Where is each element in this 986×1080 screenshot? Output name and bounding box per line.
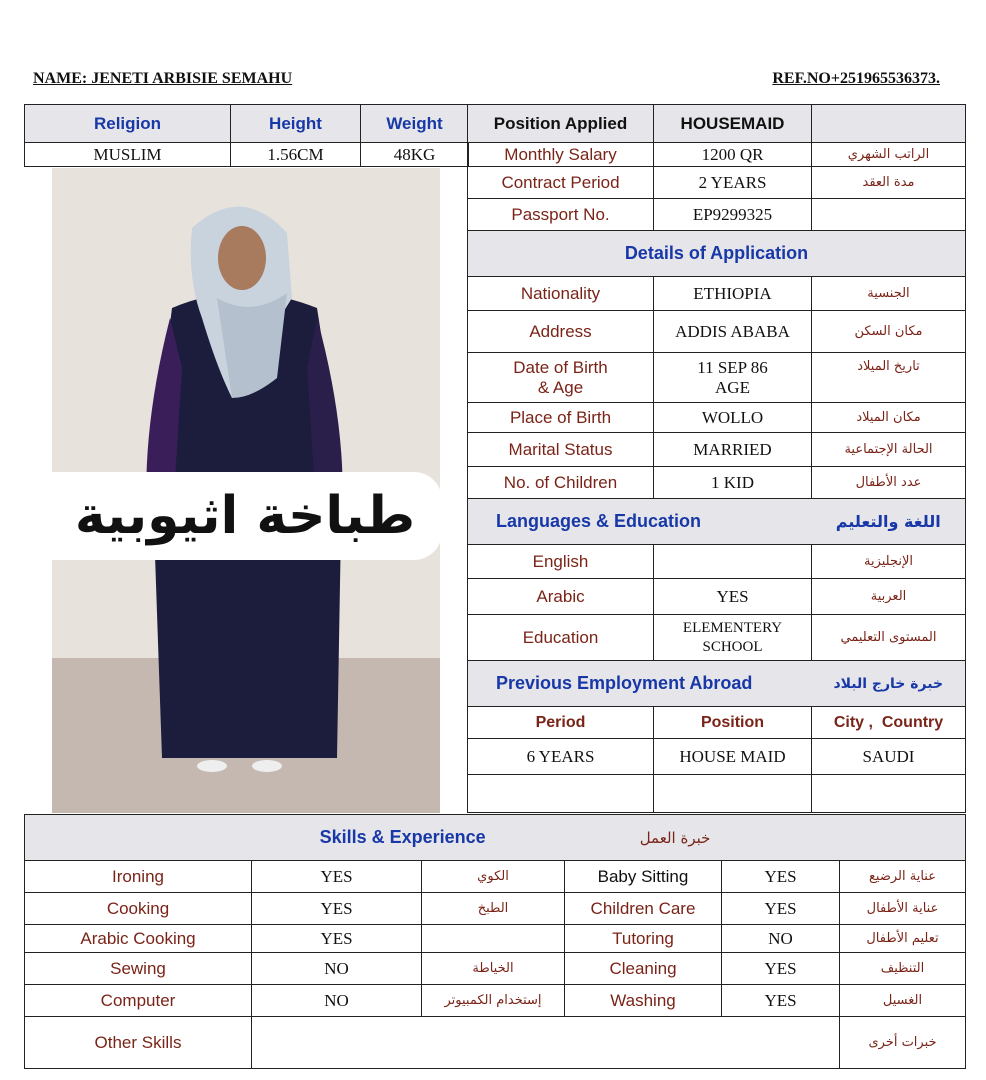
skill-row: [25, 985, 966, 1017]
religion-value: MUSLIM: [25, 143, 231, 167]
contract-period-label: Contract Period: [468, 167, 654, 199]
photo-overlay-text: طباخة اثيوبية: [74, 486, 416, 546]
employment-period-value: 6 YEARS: [468, 739, 654, 775]
skill-left-label: Cooking: [25, 893, 252, 925]
skill-right-label: Washing: [565, 985, 722, 1017]
skill-row: [25, 925, 966, 953]
skill-right-arabic: التنظيف: [840, 953, 966, 985]
address-value: ADDIS ABABA: [654, 311, 812, 353]
skill-left-value: YES: [252, 925, 422, 953]
application-details-table: [467, 104, 966, 813]
skill-right-label: Tutoring: [565, 925, 722, 953]
employment-empty-1: [468, 775, 654, 813]
skill-left-value: YES: [252, 861, 422, 893]
position-applied-empty: [812, 105, 966, 143]
skill-left-value: NO: [252, 985, 422, 1017]
skill-right-arabic: تعليم الأطفال: [840, 925, 966, 953]
skill-right-label: Children Care: [565, 893, 722, 925]
employment-empty-2: [654, 775, 812, 813]
employment-location-header: City , Country: [812, 707, 966, 739]
skill-left-arabic: الطبخ: [422, 893, 565, 925]
skill-right-value: YES: [722, 953, 840, 985]
skill-left-label: Ironing: [25, 861, 252, 893]
skill-left-arabic: الخياطة: [422, 953, 565, 985]
skill-right-arabic: عناية الأطفال: [840, 893, 966, 925]
position-applied-value: HOUSEMAID: [654, 105, 812, 143]
employment-position-header: Position: [654, 707, 812, 739]
pob-arabic: مكان الميلاد: [812, 403, 966, 433]
skill-right-value: YES: [722, 893, 840, 925]
skill-row: [25, 861, 966, 893]
languages-section-title: Languages & Education: [468, 499, 812, 545]
monthly-salary-value: 1200 QR: [654, 143, 812, 167]
address-label: Address: [468, 311, 654, 353]
education-value: [654, 615, 812, 661]
reference-number: REF.NO+251965536373.: [772, 70, 940, 87]
personal-info-table: [24, 104, 469, 167]
skill-left-arabic: الكوي: [422, 861, 565, 893]
passport-empty: [812, 199, 966, 231]
children-arabic: عدد الأطفال: [812, 467, 966, 499]
skill-left-label: Sewing: [25, 953, 252, 985]
education-label: Education: [468, 615, 654, 661]
employment-section-arabic: خبرة خارج البلاد: [812, 661, 966, 707]
other-skills-label: Other Skills: [25, 1017, 252, 1069]
children-value: 1 KID: [654, 467, 812, 499]
skill-right-arabic: عناية الرضيع: [840, 861, 966, 893]
english-value: [654, 545, 812, 579]
address-arabic: مكان السكن: [812, 311, 966, 353]
pob-value: WOLLO: [654, 403, 812, 433]
marital-value: MARRIED: [654, 433, 812, 467]
languages-section-arabic: اللغة والتعليم: [812, 499, 966, 545]
skill-left-value: NO: [252, 953, 422, 985]
skill-right-label: Cleaning: [565, 953, 722, 985]
height-value: 1.56CM: [231, 143, 361, 167]
skill-right-value: YES: [722, 861, 840, 893]
pob-label: Place of Birth: [468, 403, 654, 433]
marital-label: Marital Status: [468, 433, 654, 467]
education-value-line2: SCHOOL: [702, 638, 763, 655]
english-label: English: [468, 545, 654, 579]
position-applied-label: Position Applied: [468, 105, 654, 143]
passport-label: Passport No.: [468, 199, 654, 231]
dob-label-line2: & Age: [537, 377, 584, 397]
candidate-name: NAME: JENETI ARBISIE SEMAHU: [33, 70, 293, 87]
skills-section-header: [25, 815, 966, 861]
education-arabic: المستوى التعليمي: [812, 615, 966, 661]
religion-header: Religion: [25, 105, 231, 143]
arabic-value: YES: [654, 579, 812, 615]
skills-section-arabic: خبرة العمل: [639, 829, 711, 847]
nationality-label: Nationality: [468, 277, 654, 311]
other-skills-value: [252, 1017, 840, 1069]
dob-value-line1: 11 SEP 86: [697, 357, 768, 377]
nationality-value: ETHIOPIA: [654, 277, 812, 311]
skill-right-value: YES: [722, 985, 840, 1017]
skill-left-label: Arabic Cooking: [25, 925, 252, 953]
height-header: Height: [231, 105, 361, 143]
dob-label-line1: Date of Birth: [513, 357, 608, 377]
children-label: No. of Children: [468, 467, 654, 499]
other-skills-arabic: خبرات أخرى: [840, 1017, 966, 1069]
skill-right-label: Baby Sitting: [565, 861, 722, 893]
arabic-label: Arabic: [468, 579, 654, 615]
marital-arabic: الحالة الإجتماعية: [812, 433, 966, 467]
details-section-title: Details of Application: [468, 231, 966, 277]
contract-period-value: 2 YEARS: [654, 167, 812, 199]
arabic-arabic: العربية: [812, 579, 966, 615]
employment-period-header: Period: [468, 707, 654, 739]
skills-table: [24, 814, 966, 1069]
passport-value: EP9299325: [654, 199, 812, 231]
education-value-line1: ELEMENTERY: [682, 619, 783, 636]
monthly-salary-arabic: الراتب الشهري: [812, 143, 966, 167]
employment-location-value: SAUDI: [812, 739, 966, 775]
skill-right-value: NO: [722, 925, 840, 953]
employment-section-title: Previous Employment Abroad: [468, 661, 812, 707]
dob-arabic: تاريخ الميلاد: [812, 353, 966, 403]
skills-section-title: Skills & Experience: [319, 827, 486, 847]
skill-right-arabic: الغسيل: [840, 985, 966, 1017]
monthly-salary-label: Monthly Salary: [468, 143, 654, 167]
employment-empty-3: [812, 775, 966, 813]
skill-left-value: YES: [252, 893, 422, 925]
dob-value: [654, 353, 812, 403]
dob-label: [468, 353, 654, 403]
dob-value-line2: AGE: [715, 377, 750, 397]
weight-header: Weight: [361, 105, 469, 143]
employment-position-value: HOUSE MAID: [654, 739, 812, 775]
weight-value: 48KG: [361, 143, 469, 167]
contract-period-arabic: مدة العقد: [812, 167, 966, 199]
nationality-arabic: الجنسية: [812, 277, 966, 311]
skill-left-arabic: [422, 925, 565, 953]
skill-left-label: Computer: [25, 985, 252, 1017]
skill-row: [25, 893, 966, 925]
skill-left-arabic: إستخدام الكمبيوتر: [422, 985, 565, 1017]
skill-row: [25, 953, 966, 985]
english-arabic: الإنجليزية: [812, 545, 966, 579]
